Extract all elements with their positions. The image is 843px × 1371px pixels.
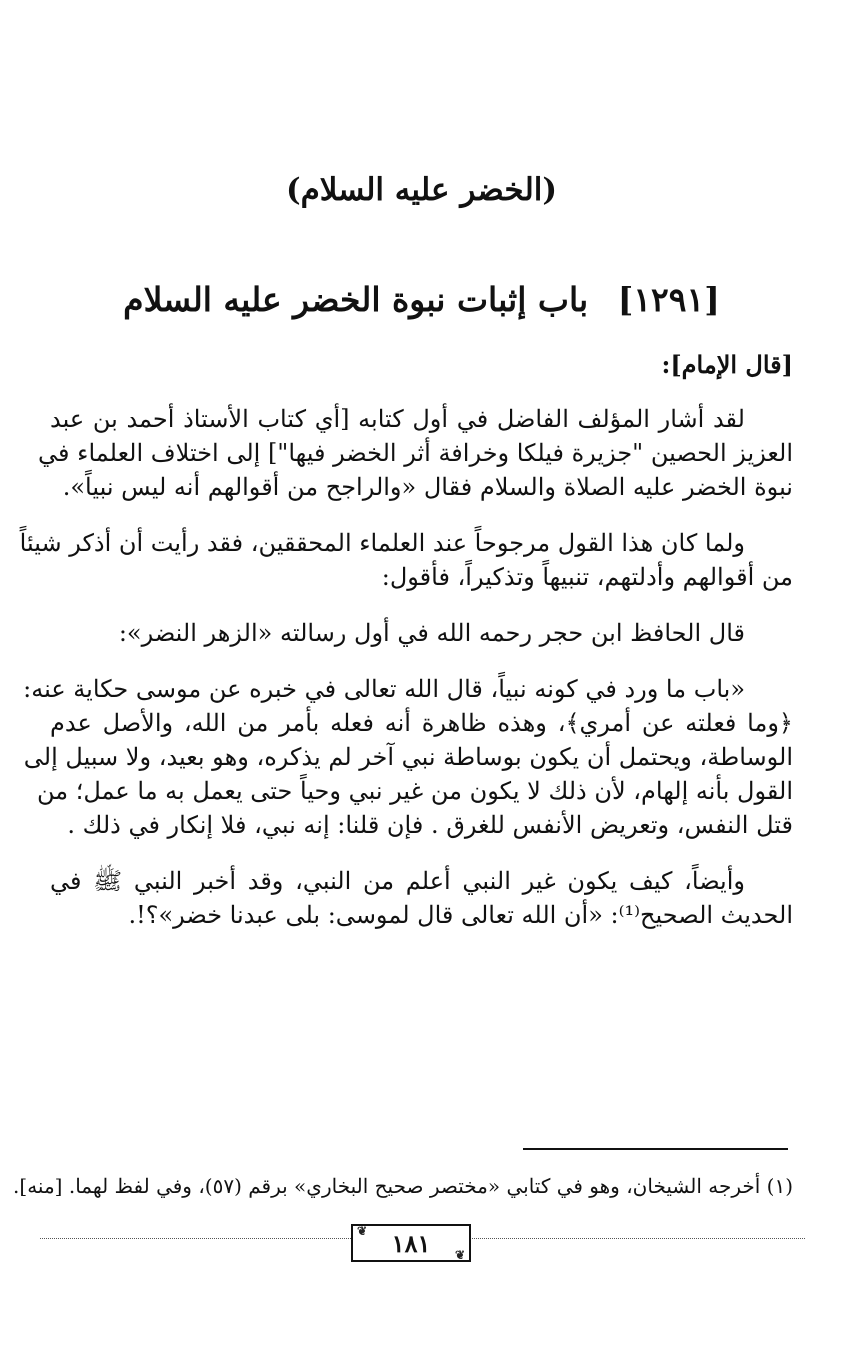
paragraph-1-line-1: لقد أشار المؤلف الفاضل في أول كتابه [أي كتاب الأستاذ أحمد بن عبد	[50, 405, 745, 433]
page-number: ١٨١	[391, 1228, 431, 1258]
paragraph-2-line-1: ولما كان هذا القول مرجوحاً عند العلماء المحققين، فقد رأيت أن أذكر شيئاً	[19, 529, 745, 557]
imam-label: [قال الإمام]:	[661, 350, 793, 379]
chapter-number: [١٢٩١]	[617, 280, 720, 319]
body-text	[19, 340, 793, 932]
quote-line-1: «باب ما ورد في كونه نبياً، قال الله تعالى في خبره عن موسى حكاية عنه:	[23, 675, 745, 703]
footnote: (١) أخرجه الشيخان، وهو في كتابي «مختصر صحيح البخاري» برقم (٥٧)، وفي لفظ لهما. [منه].	[13, 1174, 793, 1198]
paragraph-2-line-2: من أقوالهم وأدلتهم، تنبيهاً وتذكيراً، فأقول:	[381, 563, 793, 591]
paragraph-1-line-2: العزيز الحصين "جزيرة فيلكا وخرافة أثر الخضر فيها"] إلى اختلاف العلماء في	[38, 439, 793, 467]
chapter-title: باب إثبات نبوة الخضر عليه السلام	[123, 280, 589, 319]
section-title: (الخضر عليه السلام)	[285, 172, 558, 208]
ornament-icon: ❦	[454, 1248, 465, 1262]
chapter-heading	[40, 280, 803, 319]
paragraph-5-line-2: الحديث الصحيح⁽¹⁾: «أن الله تعالى قال لموسى: بلى عبدنا خضر»؟!.	[128, 901, 793, 929]
paragraph-3-line-1: قال الحافظ ابن حجر رحمه الله في أول رسالته «الزهر النضر»:	[118, 619, 745, 647]
quote-line-4: القول بأنه إلهام، لأن ذلك لا يكون من غير نبي وحياً حتى يعمل به ما عمل؛ من	[37, 777, 793, 805]
footnote-rule	[523, 1148, 788, 1150]
ornament-icon: ❦	[357, 1224, 368, 1238]
paragraph-1-line-3: نبوة الخضر عليه الصلاة والسلام فقال «والراجح من أقوالهم أنه ليس نبياً».	[62, 473, 793, 501]
paragraph-5-line-1: وأيضاً، كيف يكون غير النبي أعلم من النبي، وقد أخبر النبي ﷺ في	[50, 867, 745, 895]
quote-line-3: الوساطة، ويحتمل أن يكون بوساطة نبي آخر لم يذكره، وهو بعيد، ولا سبيل إلى	[23, 743, 793, 771]
quote-line-5: قتل النفس، وتعريض الأنفس للغرق . فإن قلنا: إنه نبي، فلا إنكار في ذلك .	[67, 811, 793, 839]
page-number-frame	[351, 1224, 471, 1262]
quote-line-2: ﴿وما فعلته عن أمري﴾، وهذه ظاهرة أنه فعله بأمر من الله، والأصل عدم	[50, 709, 793, 737]
